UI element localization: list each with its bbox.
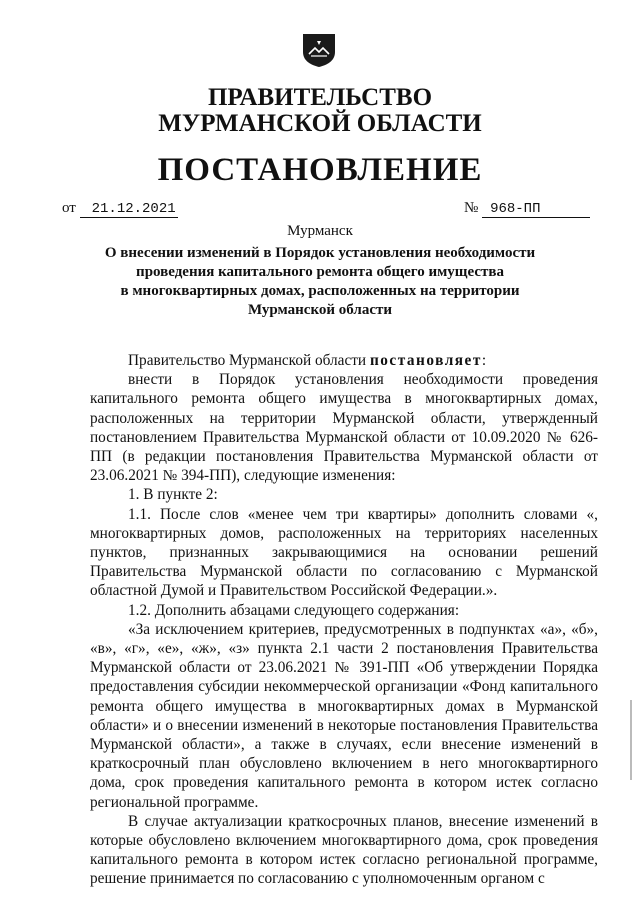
city-name: Мурманск	[287, 223, 353, 239]
intro-text: Правительство Мурманской области	[128, 352, 367, 369]
document-type-title: ПОСТАНОВЛЕНИЕ	[157, 152, 483, 188]
intro-colon: :	[481, 352, 487, 369]
subject-line: О внесении изменений в Порядок установления необходимости	[104, 245, 536, 261]
scan-margin-mark	[628, 700, 634, 780]
body-paragraph: внести в Порядок установления необходимости проведения капитального ремонта общего имущества в многоквартирных домах, расположенных на территории Мурманской области, утвержденный постановлением Правительства Мурманской области от 10.09.2020 № 626-ПП (в редакции постановления Правительства Мурманской области от 23.06.2021 № 394-ПП), следующие изменения:	[90, 371, 598, 485]
subject-line: Мурманской области	[247, 302, 393, 318]
document-date: 21.12.2021	[80, 201, 178, 218]
org-name-line2: МУРМАНСКОЙ ОБЛАСТИ	[158, 110, 482, 137]
intro-keyword: постановляет	[369, 352, 482, 369]
body-paragraph: 1.1. После слов «менее чем три квартиры» дополнить словами «, многоквартирных домов, расположенных на территориях населенных пунктов, признанных закрывающимися на основании решений Правительства Мурманской области по согласованию с Мурманской областной Думой и Правительством Российской Федерации.».	[90, 505, 598, 600]
org-name-line1: ПРАВИТЕЛЬСТВО	[207, 84, 433, 111]
body-paragraph: 1. В пункте 2:	[128, 486, 218, 504]
document-subject	[90, 244, 550, 320]
murmansk-coat-of-arms-icon	[301, 32, 337, 68]
subject-line: в многоквартирных домах, расположенных на территории	[120, 283, 520, 299]
date-prefix: от	[62, 200, 76, 216]
document-body	[90, 351, 598, 889]
date-field	[62, 200, 178, 218]
number-field	[464, 200, 590, 218]
number-prefix: №	[464, 200, 479, 216]
subject-line: проведения капитального ремонта общего имущества	[136, 264, 504, 280]
body-paragraph: 1.2. Дополнить абзацами следующего содержания:	[128, 601, 460, 619]
body-paragraph: «За исключением критериев, предусмотренных в подпунктах «а», «б», «в», «г», «е», «ж», «з» пункта 2.1 части 2 постановления Правительства Мурманской области от 23.06.2021 № 391-ПП «Об утверждении Порядка предоставления субсидии некоммерческой организации «Фонд капитального ремонта общего имущества в многоквартирных домах в Мурманской области» и о внесении изменений в некоторые постановления Правительства Мурманской области», а также в случаях, если внесение изменений в краткосрочный план обусловлено включением в него многоквартирного дома, срок проведения капитального ремонта в котором истек согласно региональной программе.	[90, 620, 598, 811]
body-paragraph: В случае актуализации краткосрочных планов, внесение изменений в которые обусловлено включением многоквартирного дома, срок проведения капитального ремонта в котором истек согласно региональной программе, решение принимается по согласованию с уполномоченным органом с	[90, 812, 598, 888]
intro-paragraph	[90, 351, 598, 370]
document-number: 968-ПП	[482, 201, 590, 218]
